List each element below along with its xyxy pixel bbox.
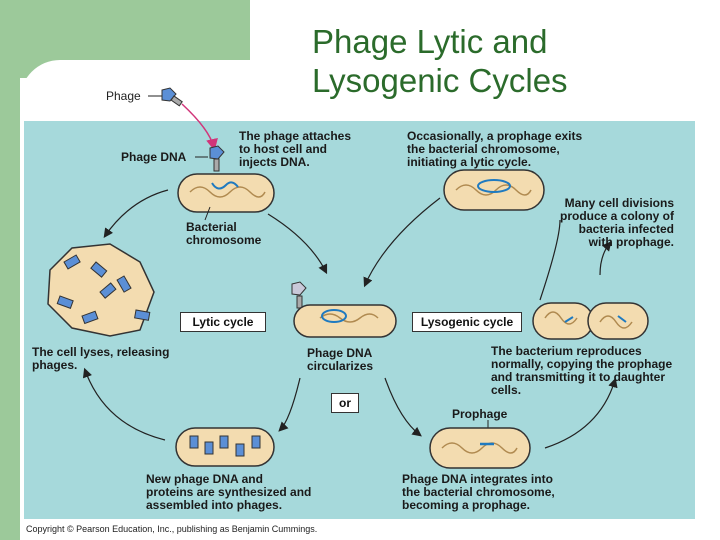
prophage-label: Prophage	[452, 407, 508, 421]
phage-inject-arrow	[182, 104, 214, 148]
circularized-dna-cell-icon	[292, 282, 396, 337]
arrow-to-integrate	[385, 378, 420, 435]
prophage-exit-text: Occasionally, a prophage exits the bacterial chromosome, initiating a lytic cycle.	[407, 129, 583, 169]
slide-title: Phage Lytic and Lysogenic Cycles	[312, 23, 568, 99]
bacterial-chromosome-label: Bacterial chromosome	[186, 220, 262, 247]
arrow-lytic-top	[105, 190, 168, 236]
prophage-exit-cell-icon	[444, 170, 544, 210]
lysogenic-cycle-label: Lysogenic cycle	[412, 312, 522, 332]
phage-top-icon	[148, 88, 182, 106]
arrow-to-circularize	[268, 214, 326, 272]
arrow-colony-up	[540, 220, 560, 300]
synthesized-text: New phage DNA and proteins are synthesized and assembled into phages.	[146, 472, 312, 512]
attached-phage-icon	[210, 146, 224, 171]
lytic-cycle-label: Lytic cycle	[180, 312, 266, 332]
integrates-text: Phage DNA integrates into the bacterial chromosome, becoming a prophage.	[402, 472, 555, 512]
copyright-notice: Copyright © Pearson Education, Inc., publishing as Benjamin Cummings.	[26, 524, 318, 534]
phage-label: Phage	[106, 89, 141, 103]
infected-cell-icon	[178, 174, 274, 212]
cell-lyses-text: The cell lyses, releasing phages.	[32, 345, 170, 372]
dividing-cells-icon	[533, 303, 648, 339]
phage-dna-label: Phage DNA	[121, 150, 187, 164]
arrow-prophage-exit	[365, 198, 440, 285]
phage-assembly-cell-icon	[176, 428, 274, 466]
lysed-cell-icon	[48, 244, 154, 336]
reproduces-text: The bacterium reproduces normally, copying the prophage and transmitting it to daughter cells.	[491, 344, 673, 397]
or-label: or	[331, 393, 359, 413]
circularizes-text: Phage DNA circularizes	[307, 346, 374, 373]
cell-divisions-text: Many cell divisions produce a colony of bacteria infected with prophage.	[560, 196, 675, 249]
arrow-to-synthesis	[280, 378, 300, 430]
arrow-lytic-bottom	[85, 370, 165, 440]
prophage-cell-icon	[430, 420, 530, 468]
attach-step-text: The phage attaches to host cell and injects DNA.	[239, 129, 352, 169]
